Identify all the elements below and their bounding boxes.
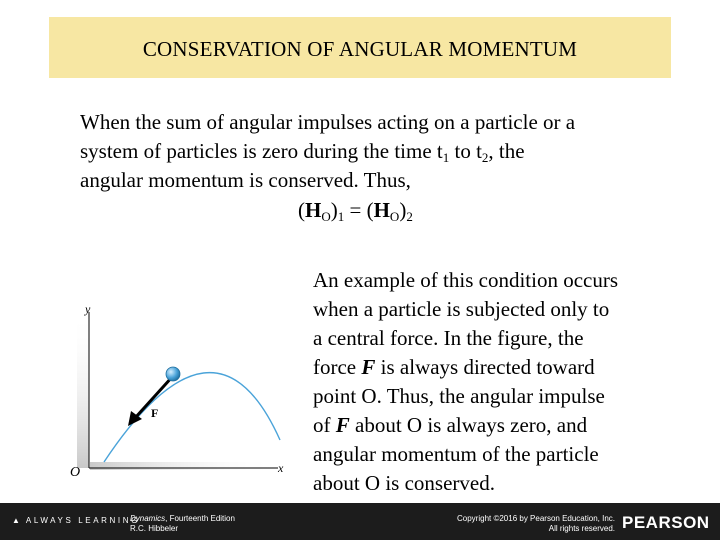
example-text: is always directed toward (375, 355, 595, 379)
example-line-6 (313, 411, 693, 440)
intro-text: , the (488, 139, 525, 163)
book-edition: , Fourteenth Edition (165, 514, 235, 523)
example-line-8: about O is conserved. (313, 471, 495, 495)
subscript: 2 (481, 150, 489, 165)
arrow-icon: ▲ (12, 516, 20, 525)
conservation-equation (298, 198, 413, 223)
origin-label: O (70, 465, 81, 480)
subscript: 1 (337, 209, 345, 224)
central-force-figure (60, 290, 300, 485)
book-author: R.C. Hibbeler (130, 524, 179, 533)
example-text: force (313, 355, 362, 379)
example-line-5: point O. Thus, the angular impulse (313, 384, 605, 408)
intro-text: to t (449, 139, 482, 163)
book-title-line (130, 514, 235, 524)
copyright-notice (380, 514, 615, 534)
x-axis-label: x (278, 461, 284, 475)
subscript: O (389, 209, 400, 224)
book-credit (130, 514, 235, 534)
eq-text: = ( (344, 198, 374, 222)
example-paragraph (313, 266, 693, 498)
example-line-4 (313, 353, 693, 382)
always-learning-tagline (12, 516, 140, 525)
example-text: about O is always zero, and (349, 413, 588, 437)
example-text: of (313, 413, 336, 437)
intro-text: system of particles is zero during the time t (80, 139, 443, 163)
intro-line-1: When the sum of angular impulses acting on a particle or a (80, 110, 576, 134)
intro-paragraph (80, 108, 680, 195)
intro-line-2 (80, 137, 680, 166)
intro-line-3: angular momentum is conserved. Thus, (80, 168, 411, 192)
eq-symbol-h: H (373, 198, 390, 222)
book-title: Dynamics (130, 514, 166, 523)
example-line-3: a central force. In the figure, the (313, 326, 584, 350)
rights-line: All rights reserved. (548, 524, 615, 533)
subscript: 1 (442, 150, 450, 165)
force-label: F (151, 406, 159, 420)
subscript: O (321, 209, 331, 224)
tagline-text: ALWAYS LEARNING (25, 516, 140, 525)
y-axis-shading (77, 312, 89, 468)
particle-ball (166, 367, 180, 381)
example-line-1: An example of this condition occurs (313, 268, 619, 292)
force-symbol: F (335, 413, 350, 437)
x-axis-shading (90, 462, 278, 470)
copyright-line: Copyright ©2016 by Pearson Education, Inc. (457, 514, 615, 523)
y-axis-label: y (85, 302, 91, 316)
eq-symbol-h: H (305, 198, 322, 222)
example-line-2: when a particle is subjected only to (313, 297, 610, 321)
figure-drawing (60, 290, 300, 485)
eq-text: ( (298, 198, 305, 222)
eq-text: ) (330, 198, 338, 222)
footer-bar (0, 503, 720, 540)
pearson-logo: PEARSON (622, 513, 710, 532)
title-banner (49, 17, 671, 78)
slide-title: CONSERVATION OF ANGULAR MOMENTUM (142, 37, 578, 61)
example-line-7: angular momentum of the particle (313, 442, 599, 466)
subscript: 2 (406, 209, 413, 224)
eq-text: ) (399, 198, 407, 222)
force-symbol: F (361, 355, 376, 379)
